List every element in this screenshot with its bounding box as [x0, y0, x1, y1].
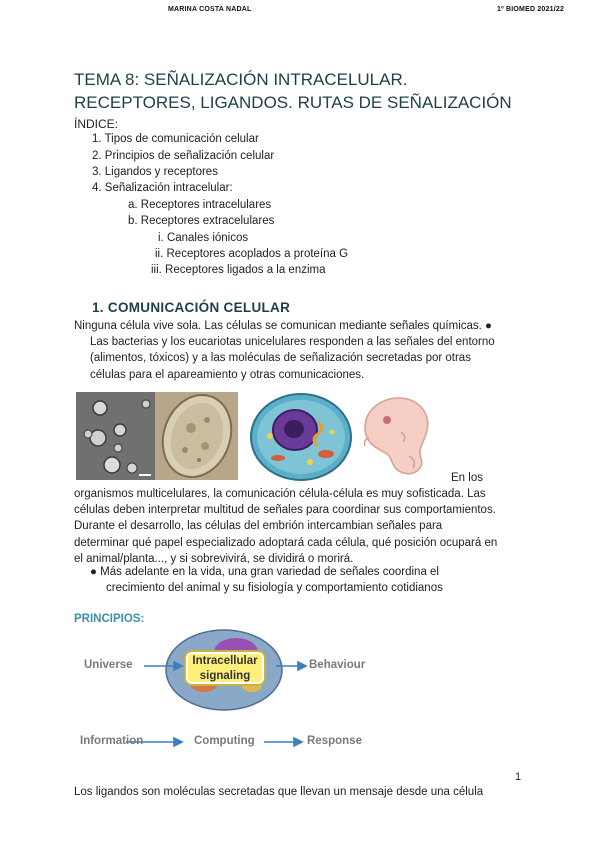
label-behaviour: Behaviour	[309, 659, 366, 671]
index-item: 4. Señalización intracelular:	[92, 182, 233, 194]
label-computing: Computing	[194, 735, 255, 747]
page-title-line2: RECEPTORES, LIGANDOS. RUTAS DE SEÑALIZACIÓN	[74, 93, 512, 112]
paramecium-image	[155, 392, 238, 480]
index-subitem: a. Receptores intracelulares	[128, 199, 272, 211]
section-title-comunicacion: 1. COMUNICACIÓN CELULAR	[92, 300, 291, 315]
label-universe: Universe	[84, 659, 133, 671]
bullet-item: ● Más adelante en la vida, una gran variedad de señales coordina el crecimiento del animal y su fisiología y comportamiento cotidianos	[90, 566, 443, 595]
principios-heading: PRINCIPIOS:	[74, 613, 145, 625]
index-item: 3. Ligandos y receptores	[92, 166, 218, 178]
yeast-microscopy-image	[76, 392, 155, 480]
label-information: Information	[80, 735, 144, 747]
header-course: 1º BIOMED 2021/22	[497, 6, 565, 13]
page-title-line1: TEMA 8: SEÑALIZACIÓN INTRACELULAR.	[74, 70, 408, 89]
page-number: 1	[515, 771, 522, 783]
index-subsubitem: i. Canales iónicos	[158, 232, 249, 244]
index-subsubitem: ii. Receptores acoplados a proteína G	[155, 248, 349, 260]
intracellular-signaling-box: Intracellular signaling	[184, 650, 266, 686]
index-subitem: b. Receptores extracelulares	[128, 215, 275, 227]
bottom-paragraph: Los ligandos son moléculas secretadas que llevan un mensaje desde una célula	[74, 786, 484, 798]
index-label: ÍNDICE:	[74, 117, 119, 131]
index-subsubitem: iii. Receptores ligados a la enzima	[151, 264, 326, 276]
animal-cell-image	[250, 392, 353, 482]
index-item: 2. Principios de señalización celular	[92, 150, 275, 162]
header-author: MARINA COSTA NADAL	[168, 6, 252, 13]
label-response: Response	[307, 735, 362, 747]
paragraph-intro: Ninguna célula vive sola. Las células se comunican mediante señales químicas. ● Las bacterias y los eucariotas unicelulares responden a las señales del entorno (alimentos, tóxicos) y a las moléculas de señalización secretadas por otras células para el apareamiento y otras comunicaciones.	[74, 320, 495, 381]
index-item: 1. Tipos de comunicación celular	[92, 133, 259, 145]
paragraph-tail-text: En los	[451, 472, 483, 484]
paragraph-multicellular: organismos multicelulares, la comunicación célula-célula es muy sofisticada. Las células deben interpretar multitud de señales para coordinar sus comportamientos. Durante el desarrollo, las células del embrión intercambian señales para determinar qué papel especializado adoptará cada célula, qué posición ocupará en el animal/planta..., y si sobrevivirá, se dividirá o morirá.	[74, 488, 498, 565]
embryo-image	[355, 392, 440, 482]
